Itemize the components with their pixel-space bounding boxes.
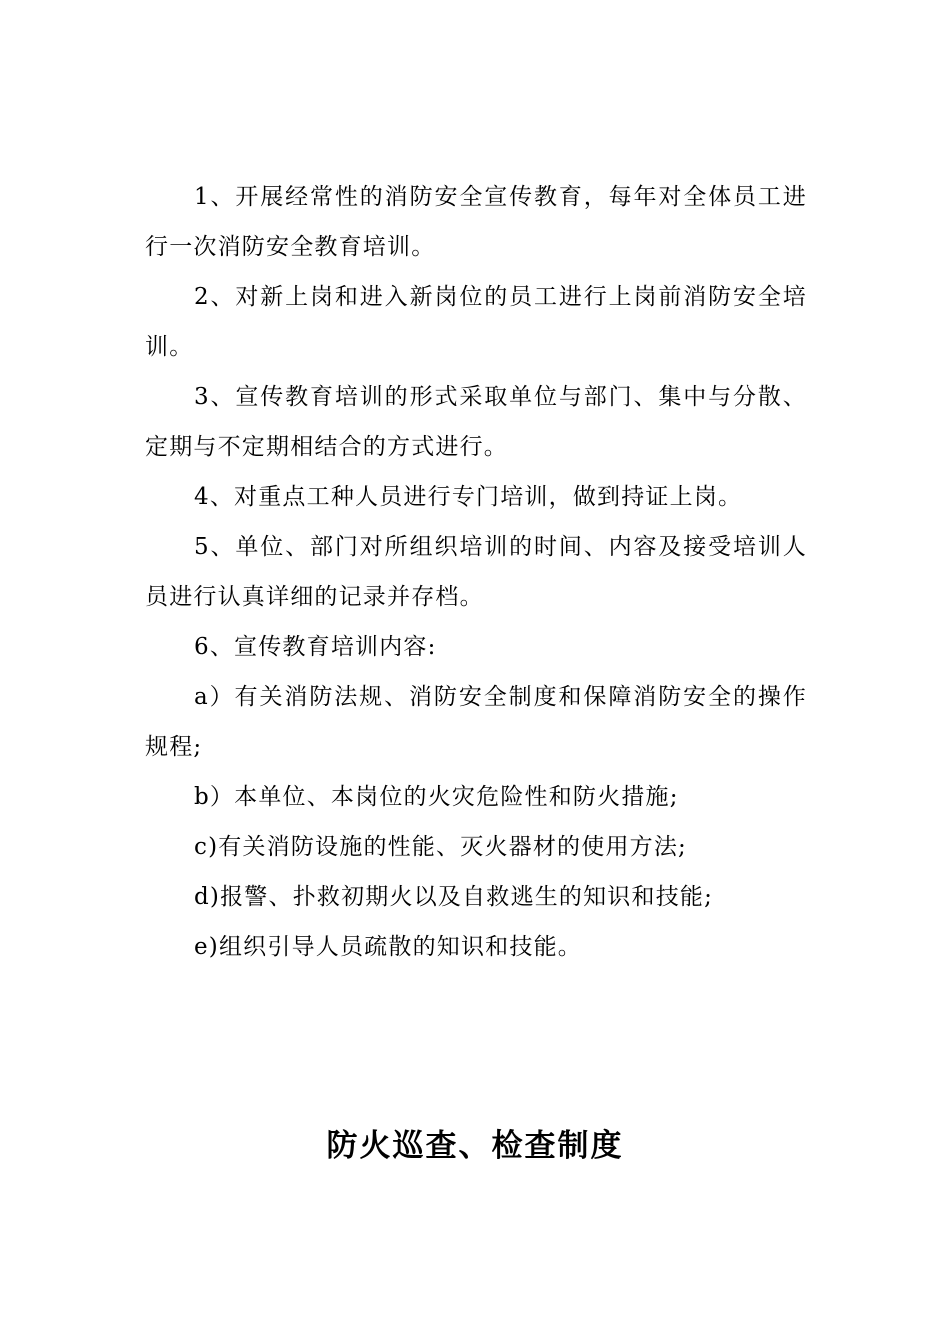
document-body <box>145 172 807 972</box>
list-item-e: e)组织引导人员疏散的知识和技能。 <box>194 934 582 960</box>
list-item-b: b）本单位、本岗位的火灾危险性和防火措施; <box>194 784 679 810</box>
list-item-c: c)有关消防设施的性能、灭火器材的使用方法; <box>194 834 688 860</box>
paragraph-1: 1、开展经常性的消防安全宣传教育，每年对全体员工进行一次消防安全教育培训。 <box>145 184 807 260</box>
paragraph-2: 2、对新上岗和进入新岗位的员工进行上岗前消防安全培训。 <box>145 284 807 360</box>
list-item-d: d)报警、扑救初期火以及自救逃生的知识和技能; <box>194 884 714 910</box>
section-heading: 防火巡查、检查制度 <box>326 1128 624 1164</box>
paragraph-6: 6、宣传教育培训内容: <box>194 634 437 660</box>
paragraph-3: 3、宣传教育培训的形式采取单位与部门、集中与分散、定期与不定期相结合的方式进行。 <box>145 384 807 460</box>
paragraph-4: 4、对重点工种人员进行专门培训，做到持证上岗。 <box>194 484 743 510</box>
list-item-a: a）有关消防法规、消防安全制度和保障消防安全的操作规程; <box>145 684 807 760</box>
paragraph-5: 5、单位、部门对所组织培训的时间、内容及接受培训人员进行认真详细的记录并存档。 <box>145 534 807 610</box>
